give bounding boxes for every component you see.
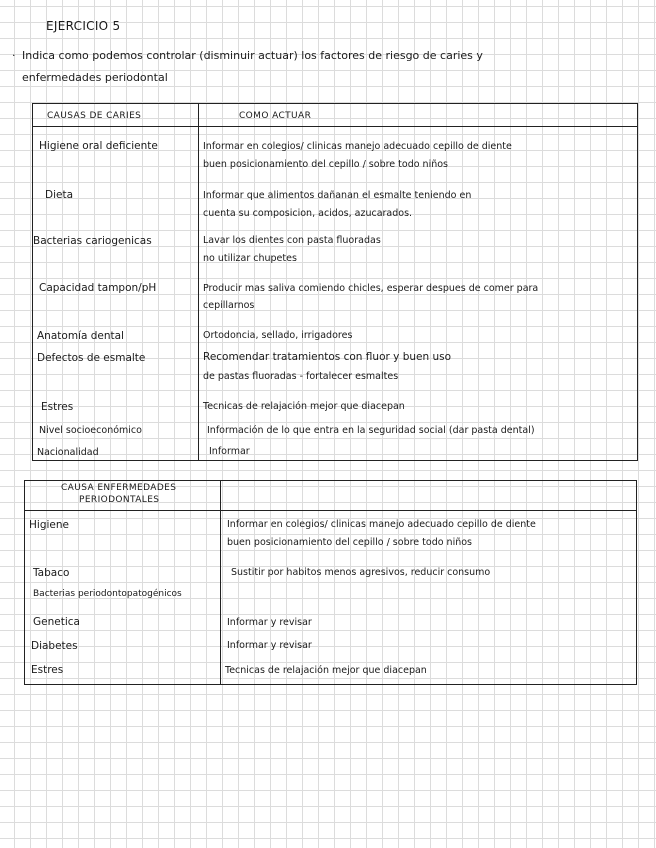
- caries-action-nacionalidad: Informar: [209, 446, 250, 457]
- caries-cause-anatomia: Anatomía dental: [37, 330, 124, 342]
- caries-cause-bacterias: Bacterias cariogenicas: [33, 235, 152, 247]
- caries-action-esmalte-2: de pastas fluoradas - fortalecer esmaltes: [203, 371, 399, 382]
- caries-action-nivel: Información de lo que entra en la seguridad social (dar pasta dental): [207, 425, 535, 436]
- caries-cause-nivel: Nivel socioeconómico: [39, 425, 142, 436]
- caries-action-bacterias-2: no utilizar chupetes: [203, 253, 297, 264]
- perio-action-tabaco: Sustitir por habitos menos agresivos, reducir consumo: [231, 567, 491, 578]
- prompt-line-1: Indica como podemos controlar (disminuir actuar) los factores de riesgo de caries y: [22, 49, 483, 62]
- perio-header-line-2: PERIODONTALES: [79, 495, 160, 505]
- caries-action-tampon-1: Producir mas saliva comiendo chicles, esperar despues de comer para: [203, 283, 539, 294]
- caries-cause-dieta: Dieta: [45, 189, 74, 201]
- exercise-prompt: [12, 45, 632, 89]
- caries-action-higiene-2: buen posicionamiento del cepillo / sobre todo niños: [203, 159, 449, 170]
- caries-action-dieta-1: Informar que alimentos dañanan el esmalte teniendo en: [203, 190, 472, 201]
- perio-header-line-1: CAUSA ENFERMEDADES: [61, 483, 177, 493]
- periodontal-table-divider: [220, 481, 221, 684]
- caries-action-tampon-2: cepillarnos: [203, 300, 255, 311]
- prompt-line-2: enfermedades periodontal: [22, 71, 168, 84]
- caries-table-divider: [198, 104, 199, 460]
- caries-cause-nacionalidad: Nacionalidad: [37, 447, 99, 458]
- perio-action-higiene-1: Informar en colegios/ clinicas manejo adecuado cepillo de diente: [227, 519, 536, 530]
- caries-cause-estres: Estres: [41, 401, 74, 413]
- perio-cause-higiene: Higiene: [29, 519, 69, 531]
- perio-cause-genetica: Genetica: [33, 616, 80, 628]
- exercise-title: EJERCICIO 5: [46, 19, 121, 33]
- caries-header-action: COMO ACTUAR: [239, 111, 312, 121]
- bullet-marker: ·: [12, 49, 16, 62]
- caries-header-cause: CAUSAS DE CARIES: [47, 111, 142, 121]
- perio-action-genetica: Informar y revisar: [227, 617, 312, 628]
- perio-cause-tabaco: Tabaco: [33, 567, 70, 579]
- caries-cause-higiene: Higiene oral deficiente: [39, 140, 158, 152]
- caries-action-higiene-1: Informar en colegios/ clinicas manejo adecuado cepillo de diente: [203, 141, 512, 152]
- caries-cause-tampon: Capacidad tampon/pH: [39, 282, 157, 294]
- caries-action-bacterias-1: Lavar los dientes con pasta fluoradas: [203, 235, 381, 246]
- caries-action-anatomia: Ortodoncia, sellado, irrigadores: [203, 330, 353, 341]
- perio-cause-bacterias: Bacterias periodontopatogénicos: [33, 589, 182, 599]
- perio-action-diabetes: Informar y revisar: [227, 640, 312, 651]
- caries-action-esmalte-1: Recomendar tratamientos con fluor y buen uso: [203, 351, 452, 363]
- caries-cause-esmalte: Defectos de esmalte: [37, 352, 146, 364]
- caries-action-estres: Tecnicas de relajación mejor que diacepan: [203, 401, 405, 412]
- caries-action-dieta-2: cuenta su composicion, acidos, azucarados.: [203, 208, 413, 219]
- perio-action-estres: Tecnicas de relajación mejor que diacepan: [225, 665, 427, 676]
- caries-table: [32, 103, 638, 461]
- periodontal-table: [24, 480, 637, 685]
- perio-cause-estres: Estres: [31, 664, 64, 676]
- perio-action-higiene-2: buen posicionamiento del cepillo / sobre todo niños: [227, 537, 473, 548]
- perio-cause-diabetes: Diabetes: [31, 640, 78, 652]
